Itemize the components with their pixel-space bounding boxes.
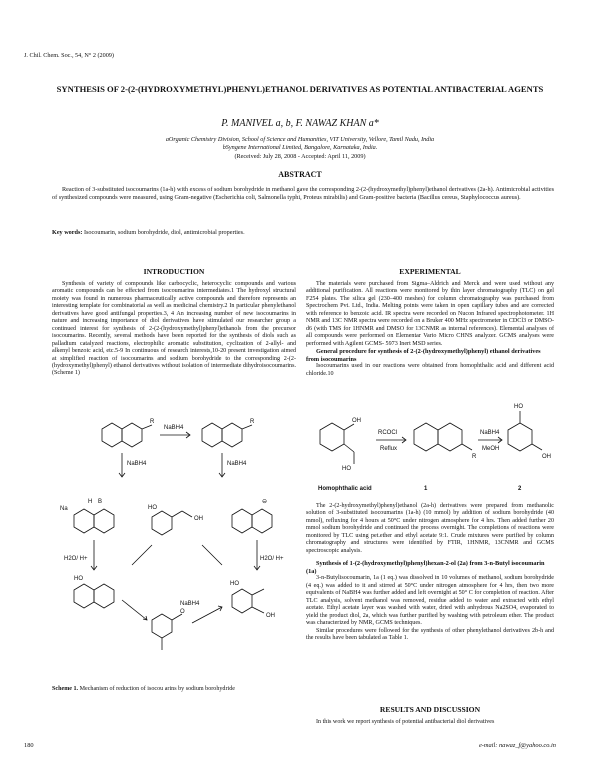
label-compound-1: 1 <box>424 486 428 492</box>
synthesis-2a-heading: Synthesis of 1-(2-(hydroxymethyl)phenyl)hexan-2-ol (2a) from 3-n-Butyl isocoumarin (1a) <box>306 560 545 575</box>
label-homophthalic-acid: Homophthalic acid <box>318 486 372 492</box>
article-title: SYNTHESIS OF 2-(2-(HYDROXYMETHYL)PHENYL)ETHANOL DERIVATIVES AS POTENTIAL ANTIBACTERIAL AGENTS <box>56 84 544 94</box>
experimental-body-1 <box>306 281 554 378</box>
abstract-text: Reaction of 3-substituted isocoumarins (1a-h) with excess of sodium borohydride in methanol gave the corresponding 2-(2-(hydroxymethyl)phenyl)ethanol derivatives (2a-h). Antimicrobial activities of synthesized compounds were measured, using Gram-negative (Escherichia coli, Salmonella typhi, Proteus mirabilis) and Gram-positive bacteria (Bacillus cereus, Staphylococcus aureus). <box>52 186 554 201</box>
introduction-body <box>52 281 296 378</box>
results-body <box>306 719 554 726</box>
scheme-1-caption-text: Mechanism of reduction of isocou arins by sodium borohydride <box>79 686 235 692</box>
affiliations <box>60 136 540 161</box>
similar-procedures-text: Similar procedures were followed for the synthesis of other phenylethanol derivatives 2b-h and the results have been tabulated as Table 1. <box>306 627 554 641</box>
label-o-aldehyde: O <box>180 609 185 615</box>
hemiacetal-structure <box>74 584 114 608</box>
borate-intermediate-left <box>74 509 114 533</box>
keywords-label: Key words: <box>52 229 83 236</box>
diol-2-structure <box>508 411 542 451</box>
keywords-text: Isocoumarin, sodium borohydride, diol, antimicrobial properties. <box>83 229 245 236</box>
label-nabh4-left: NaBH4 <box>127 461 147 467</box>
label-ho-diol: HO <box>514 404 523 410</box>
label-meoh: MeOH <box>482 446 500 452</box>
journal-header: J. Chil. Chem. Soc., 54, N° 2 (2009) <box>24 52 114 59</box>
label-compound-2: 2 <box>518 486 522 492</box>
introduction-text: Synthesis of variety of compounds like carbocyclic, heterocyclic compounds and various aromatic compounds can be effected from isocoumarins intermediates.1 The hydroxyl structural moiety was found in numerous pharmaceutically active compounds and therefore represents an interesting template for combinatorial as well as medicinal chemistry.2 In particular phenylethanol derivatives have good antifungal properties.3, 4 An increasing number of new isocoumarins in nature and increasing importance of diol derivatives have stimulated our researcher group a continued interest for synthesis of 2-(2-(hydroxymethyl)phenyl)ethanols from the precursor isocoumarins. Recently, several methods have been reported for the synthesis of diols such as palladium catalyzed reactions, electrophilic aromatic substitution, cyclization of 2-allyl- and alkenyl benzoic acid, etc.5-9 In continuous of research interests,10-20 present investigation aimed at simplified reaction of isocoumarins and sodium borohydride to the corresponding 2-(2-(hydroxymethyl)phenyl) ethanol derivatives without isolation of intermediate dihydroisocoumarins. (Scheme 1) <box>52 281 296 377</box>
page-number: 180 <box>24 742 34 749</box>
label-ho: HO <box>148 505 157 511</box>
corresponding-email: e-mail: nawaz_f@yahoo.co.in <box>478 742 556 749</box>
label-nabh4-s2: NaBH4 <box>480 430 500 436</box>
aldehyde-structure <box>152 614 182 650</box>
results-text: In this work we report synthesis of potential antibacterial diol derivatives <box>316 719 495 725</box>
label-minus: ⊖ <box>262 499 268 505</box>
isocoumarin-structure <box>102 423 152 447</box>
diol-product-structure <box>232 589 264 613</box>
label-nabh4-right: NaBH4 <box>227 461 247 467</box>
received-dates: (Received: July 28, 2008 - Accepted: April 11, 2009) <box>234 152 366 160</box>
label-r-iso: R <box>472 454 477 460</box>
scheme-1-caption <box>52 686 296 693</box>
abstract-heading: ABSTRACT <box>278 170 322 179</box>
keywords <box>52 229 554 236</box>
label-r-1: R <box>150 419 155 425</box>
label-rcocl: RCOCl <box>378 430 397 436</box>
label-r-2: R <box>250 419 255 425</box>
scheme-2-figure <box>306 396 554 494</box>
synthesis-2a-text: 3-n-Butylisocoumarin, 1a (1 eq.) was dissolved in 10 volumes of methanol, sodium borohydride (4 eq.) was added to it and stirred at 50°C under nitrogen atmosphere for 4 hrs, then two more equivalents of NaBH4 was further added and left overnight at 50° C for completion of reaction. After TLC analysis, solvent methanol was removed, residue added to water and extracted with ethyl acetate. Ethyl acetate layer was washed with water, dried with anhydrous Na2SO4, evaporated to yield the product diol, 2a, which was further purified by washing with petroleum ether. The product was characterized by NMR, GCMS techniques. <box>306 575 554 627</box>
authors: P. MANIVEL a, b, F. NAWAZ KHAN a* <box>221 118 379 129</box>
label-nabh4-top: NaBH4 <box>164 425 184 431</box>
affiliation-a: aOrganic Chemistry Division, School of Science and Humanities, VIT University, Vellore, Tamil Nadu, India <box>165 136 435 143</box>
experimental-text-1: The materials were purchased from Sigma–Aldrich and Merck and were used without any additional purification. All reactions were monitored by thin layer chromatography (TLC) on gel F254 plates. The silica gel (230–400 meshes) for column chromatography was purchased from Spectrochem Pvt. Ltd., India. Melting points were taken in open capillary tubes and are corrected with reference to benzoic acid. IR spectra were recorded on Nucon Infrared spectrophotometer. 1H NMR and 13C NMR spectra were recorded on a Bruker 400 MHz spectrometer in CDCl3 or DMSO-d6 (with TMS for 1HNMR and DMSO for 13CNMR as internal references). Elemental analyses of all compounds were performed on Elementar Vario Micro CHNS analyzer. GCMS analyses were performed with Agilent GCMS- 5973 Inert MSD series. <box>306 281 554 347</box>
general-procedure-heading: General procedure for synthesis of 2-(2-(hydroxymethyl)phenyl) ethanol derivatives from isocoumarins <box>306 348 541 363</box>
label-ho-bottom: HO <box>74 576 83 582</box>
borate-intermediate-right <box>232 509 272 533</box>
label-ho-product: HO <box>230 581 239 587</box>
experimental-body-2 <box>306 503 554 642</box>
label-oh-diol: OH <box>542 454 551 460</box>
experimental-heading: EXPERIMENTAL <box>399 267 461 276</box>
label-oh-product: OH <box>266 613 275 619</box>
label-b: B <box>98 499 103 505</box>
label-reflux: Reflux <box>380 446 398 452</box>
scheme-1-figure <box>52 395 296 685</box>
introduction-heading: INTRODUCTION <box>143 267 205 276</box>
label-nabh4-bottom: NaBH4 <box>180 601 200 607</box>
label-oh: OH <box>194 516 203 522</box>
label-oh-acid: OH <box>352 418 361 424</box>
affiliation-b: bSyngene International Limited, Bangalore, Karnataka, India. <box>222 144 378 152</box>
results-heading: RESULTS AND DISCUSSION <box>379 705 481 714</box>
scheme-1-caption-label: Scheme 1. <box>52 686 79 692</box>
label-h: H <box>88 499 93 505</box>
dihydroisocoumarin-structure <box>202 423 252 447</box>
label-na: Na <box>60 506 68 512</box>
diol-intermediate <box>152 511 192 535</box>
general-procedure-text: Isocoumarins used in our reactions were obtained from homophthalic acid and different acid chloride.10 <box>306 363 554 377</box>
isocoumarin-1-structure <box>414 423 472 451</box>
experimental-text-2: The 2-(2-hydroxymethyl)phenyl)ethanol (2a-h) derivatives were prepared from methanolic solution of 3-substituted isocoumarins (1a-h) (10 mmol) by addition of sodium borohydride (40 mmol), refluxing for 4 hours at 50°C under nitrogen atmosphere for 4 hrs. Then added further 20 mmol sodium borohydride and continued the process overnight. The completions of reactions were monitored by TLC using pet.ether and ethyl acetate 9:1. Crude mixtures were purified by column chromatography and structures were identified by FTIR, 1HNMR, 13CNMR and GCMS spectroscopic analysis. <box>306 503 554 554</box>
label-ho-acid: HO <box>342 466 351 472</box>
homophthalic-acid-structure <box>320 423 354 464</box>
label-h2o-right: H2O/ H+ <box>260 556 284 562</box>
label-h2o-left: H2O/ H+ <box>64 556 88 562</box>
